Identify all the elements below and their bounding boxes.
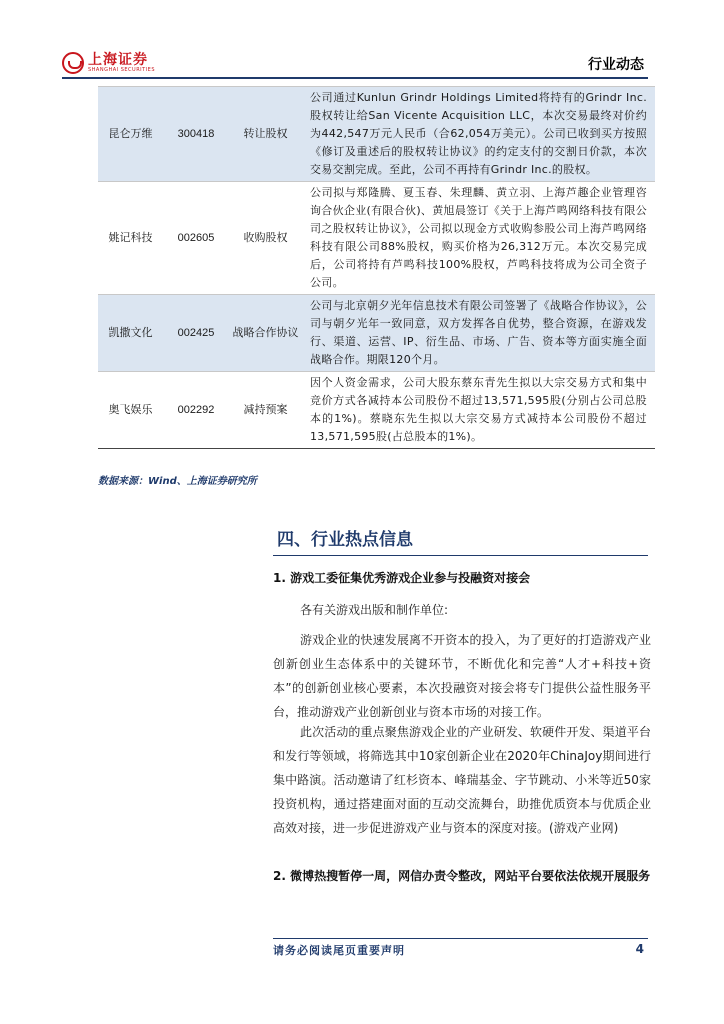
- section-divider: [273, 555, 648, 556]
- news-item-1-paragraph-1: 游戏企业的快速发展离不开资本的投入，为了更好的打造游戏产业创新创业生态体系中的关键环节，不断优化和完善“人才+科技+资本”的创新创业核心要素，本次投融资对接会将专门提供公益性服务平台，推动游戏产业创新创业与资本市场的对接工作。: [273, 633, 651, 719]
- stock-code-cell: 300418: [163, 87, 229, 182]
- section-heading: 四、行业热点信息: [277, 530, 413, 550]
- event-description-cell: 公司与北京朝夕光年信息技术有限公司签署了《战略合作协议》，公司与朝夕光年一致同意，双方发挥各自优势，整合资源，在游戏发行、渠道、运营、IP、衍生品、市场、广告、资本等方面实施全面战略合作。期限120个月。: [302, 295, 655, 372]
- header-divider: [62, 77, 648, 79]
- event-description-cell: 因个人资金需求，公司大股东蔡东青先生拟以大宗交易方式和集中竞价方式各减持本公司股份不超过13,571,595股(分别占公司总股本的1%)。蔡晓东先生拟以大宗交易方式减持本公司股份不超过13,571,595股(占总股本的1%)。: [302, 372, 655, 449]
- company-name-cell: 奥飞娱乐: [98, 372, 163, 449]
- stock-code-cell: 002425: [163, 295, 229, 372]
- footer-disclaimer: 请务必阅读尾页重要声明: [273, 944, 405, 957]
- event-type-cell: 收购股权: [229, 182, 302, 295]
- event-type-cell: 转让股权: [229, 87, 302, 182]
- news-item-1-paragraph-2: 此次活动的重点聚焦游戏企业的产业研发、软硬件开发、渠道平台和发行等领域，将筛选其中10家创新企业在2020年ChinaJoy期间进行集中路演。活动邀请了红杉资本、峰瑞基金、字节跳动、小米等近50家投资机构，通过搭建面对面的互动交流舞台，助推优质资本与优质企业高效对接，进一步促进游戏产业与资本的深度对接。(游戏产业网): [273, 725, 651, 835]
- page-header: [62, 50, 648, 78]
- news-item-1-salutation: 各有关游戏出版和制作单位:: [300, 603, 449, 617]
- stock-code-cell: 002605: [163, 182, 229, 295]
- footer-divider: [273, 938, 648, 939]
- event-type-cell: 战略合作协议: [229, 295, 302, 372]
- news-item-2-title: 2. 微博热搜暂停一周，网信办责令整改，网站平台要依法依规开展服务: [273, 869, 651, 883]
- logo-chinese-text: 上海证券: [88, 52, 148, 68]
- company-name-cell: 凯撒文化: [98, 295, 163, 372]
- event-type-cell: 减持预案: [229, 372, 302, 449]
- company-logo: [62, 50, 155, 76]
- table-row: [98, 372, 655, 449]
- news-item-1-title: 1. 游戏工委征集优秀游戏企业参与投融资对接会: [273, 571, 531, 585]
- company-name-cell: 昆仑万维: [98, 87, 163, 182]
- header-title: 行业动态: [588, 57, 644, 73]
- page-footer: [273, 938, 648, 957]
- event-description-cell: 公司通过Kunlun Grindr Holdings Limited将持有的Grindr Inc.股权转让给San Vicente Acquisition LLC，本次交易最终对价约为442,547万元人民币（合62,054万美元）。公司已收到买方按照《修订及重述后的股权转让协议》的约定支付的交割日价款，本次交易交割完成。至此，公司不再持有Grindr Inc.的股权。: [302, 87, 655, 182]
- logo-icon: [62, 52, 84, 74]
- logo-english-text: SHANGHAI SECURITIES: [88, 67, 156, 73]
- company-events-table: [98, 86, 655, 449]
- page-number: 4: [635, 942, 644, 956]
- data-source-note: 数据来源：Wind、上海证券研究所: [98, 476, 257, 487]
- event-description-cell: 公司拟与郑隆腾、夏玉春、朱理麟、黄立羽、上海芦趣企业管理咨询合伙企业(有限合伙)、黄旭晨签订《关于上海芦鸣网络科技有限公司之股权转让协议》，公司拟以现金方式收购参股公司上海芦鸣网络科技有限公司88%股权，购买价格为26,312万元。本次交易完成后，公司将持有芦鸣科技100%股权，芦鸣科技将成为公司全资子公司。: [302, 182, 655, 295]
- table-row: [98, 295, 655, 372]
- stock-code-cell: 002292: [163, 372, 229, 449]
- table-row: [98, 87, 655, 182]
- company-name-cell: 姚记科技: [98, 182, 163, 295]
- table-row: [98, 182, 655, 295]
